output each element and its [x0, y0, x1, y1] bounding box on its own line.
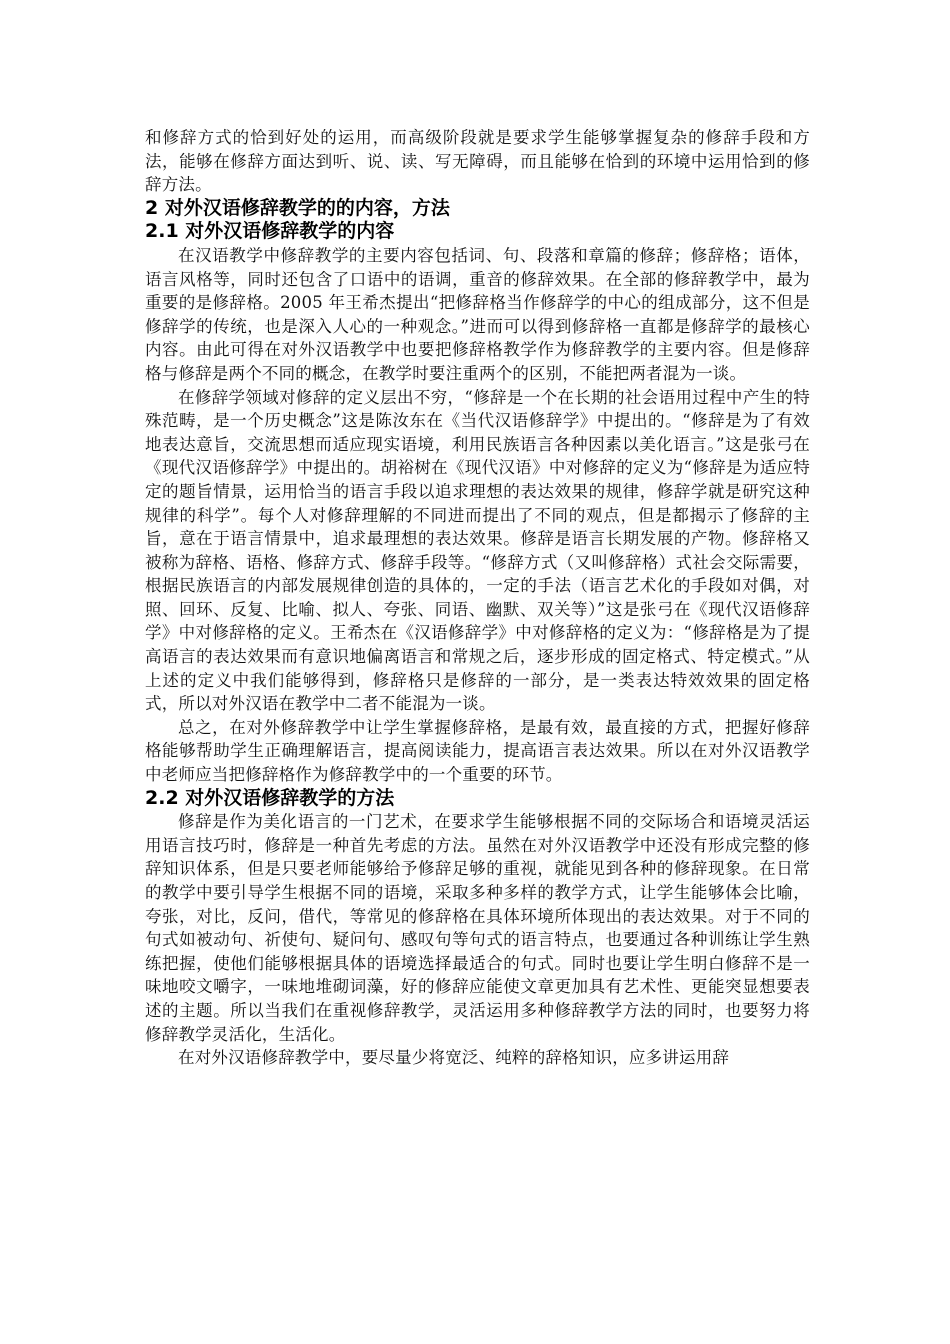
body-paragraph: 和修辞方式的恰到好处的运用，而高级阶段就是要求学生能够掌握复杂的修辞手段和方法，能够在修辞方面达到听、说、读、写无障碍，而且能够在恰到的环境中运用恰到的修辞方法。: [145, 128, 810, 195]
body-paragraph: 在对外汉语修辞教学中，要尽量少将宽泛、纯粹的辞格知识，应多讲运用辞: [178, 1048, 730, 1068]
body-paragraph: 在修辞学领域对修辞的定义层出不穷，“修辞是一个在长期的社会语用过程中产生的特殊范畴，是一个历史概念”这是陈汝东在《当代汉语修辞学》中提出的。“修辞是为了有效地表达意旨，交流思想而适应现实语境，利用民族语言各种因素以美化语言。”这是张弓在《现代汉语修辞学》中提出的。胡裕树在《现代汉语》中对修辞的定义为“修辞是为适应特定的题旨情景，运用恰当的语言手段以追求理想的表达效果的规律，修辞学就是研究这种规律的科学”。每个人对修辞理解的不同进而提出了不同的观点，但是都揭示了修辞的主旨，意在于语言情景中，追求最理想的表达效果。修辞是语言长期发展的产物。修辞格又被称为辞格、语格、修辞方式、修辞手段等。“修辞方式（又叫修辞格）式社会交际需要，根据民族语言的内部发展规律创造的具体的，一定的手法（语言艺术化的手段如对偶，对照、回环、反复、比喻、拟人、夸张、同语、幽默、双关等）”这是张弓在《现代汉语修辞学》中对修辞格的定义。王希杰在《汉语修辞学》中对修辞格的定义为：“修辞格是为了提高语言的表达效果而有意识地偏离语言和常规之后，逐步形成的固定格式、特定模式。”从上述的定义中我们能够得到，修辞格只是修辞的一部分，是一类表达特效效果的固定格式，所以对外汉语在教学中二者不能混为一谈。: [145, 387, 810, 714]
section-heading: 2 对外汉语修辞教学的的内容，方法: [145, 196, 450, 219]
subsection-heading: 2.1 对外汉语修辞教学的内容: [145, 220, 395, 243]
body-paragraph: 在汉语教学中修辞教学的主要内容包括词、句、段落和章篇的修辞；修辞格；语体，语言风格等，同时还包含了口语中的语调，重音的修辞效果。在全部的修辞教学中，最为重要的是修辞格。2005 年王希杰提出“把修辞格当作修辞学的中心的组成部分，这不但是修辞学的传统，也是深入人心的一种观念。”进而可以得到修辞格一直都是修辞学的最核心内容。由此可得在对外汉语教学中也要把修辞格教学作为修辞教学的主要内容。但是修辞格与修辞是两个不同的概念，在教学时要注重两个的区别，不能把两者混为一谈。: [145, 245, 810, 383]
subsection-heading: 2.2 对外汉语修辞教学的方法: [145, 786, 395, 809]
document-page: [145, 126, 810, 1070]
body-paragraph: 修辞是作为美化语言的一门艺术，在要求学生能够根据不同的交际场合和语境灵活运用语言技巧时，修辞是一种首先考虑的方法。虽然在对外汉语教学中还没有形成完整的修辞知识体系，但是只要老师能够给予修辞足够的重视，就能见到各种的修辞现象。在日常的教学中要引导学生根据不同的语境，采取多种多样的教学方式，让学生能够体会比喻，夸张，对比，反问，借代，等常见的修辞格在具体环境所体现出的表达效果。对于不同的句式如被动句、祈使句、疑问句、感叹句等句式的语言特点，也要通过各种训练让学生熟练把握，使他们能够根据具体的语境选择最适合的句式。同时也要让学生明白修辞不是一味地咬文嚼字，一味地堆砌词藻，好的修辞应能使文章更加具有艺术性、更能突显想要表述的主题。所以当我们在重视修辞教学，灵活运用多种修辞教学方法的同时，也要努力将修辞教学灵活化，生活化。: [145, 812, 810, 1044]
body-paragraph: 总之，在对外修辞教学中让学生掌握修辞格，是最有效，最直接的方式，把握好修辞格能够帮助学生正确理解语言，提高阅读能力，提高语言表达效果。所以在对外汉语教学中老师应当把修辞格作为修辞教学中的一个重要的环节。: [145, 717, 810, 785]
